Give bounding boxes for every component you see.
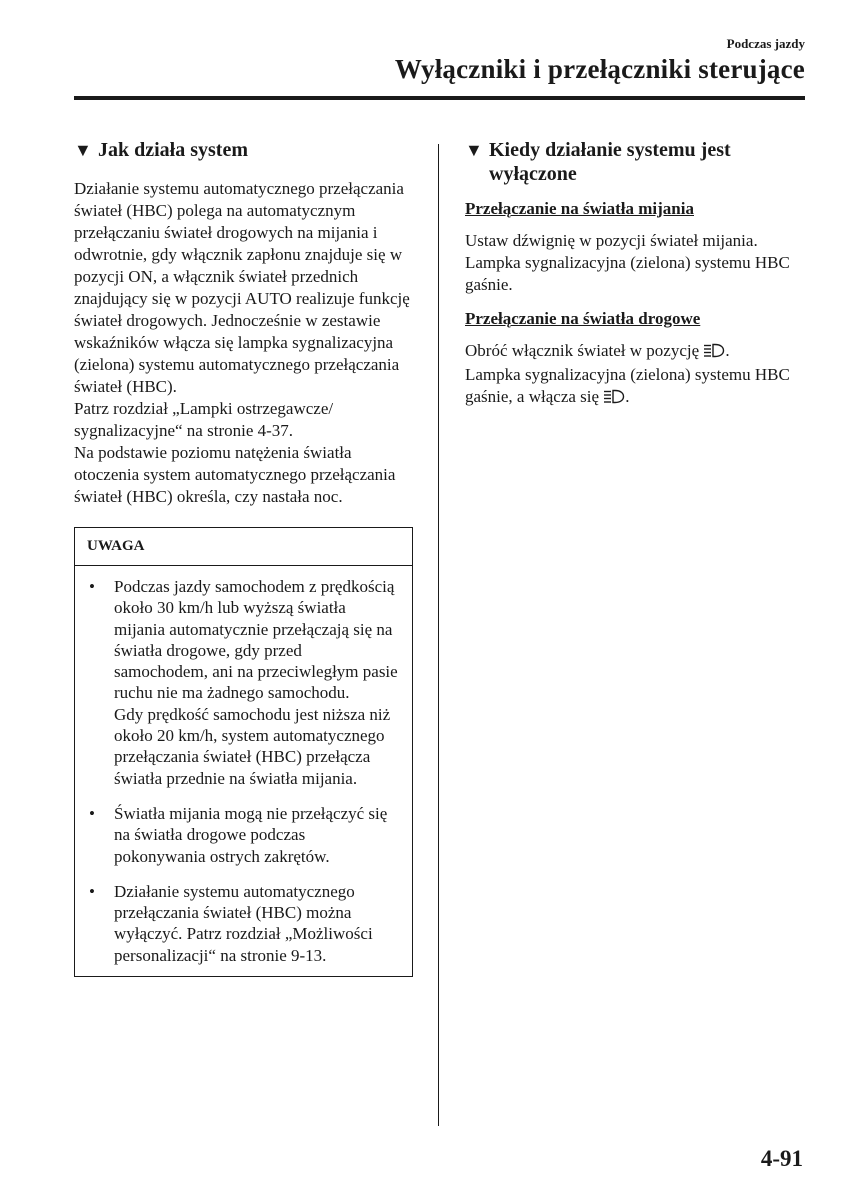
- left-column: [74, 138, 414, 977]
- column-divider: [438, 144, 439, 1126]
- subheading-low-beam: Przełączanie na światła mijania: [465, 199, 694, 218]
- subheading-high-beam: Przełączanie na światła drogowe: [465, 309, 701, 328]
- paragraph: Lampka sygnalizacyjna (zielona) systemu HBC gaśnie.: [465, 253, 790, 294]
- triangle-down-icon: ▼: [74, 140, 92, 160]
- text-run: Obróć włącznik świateł w pozycję: [465, 341, 704, 360]
- paragraph: Ustaw dźwignię w pozycji świateł mijania.: [465, 231, 758, 250]
- header-rule: [74, 96, 805, 100]
- triangle-down-icon: ▼: [465, 140, 483, 160]
- text-run: .: [625, 387, 630, 406]
- right-column: [465, 138, 810, 410]
- paragraph: [465, 364, 810, 410]
- section-label: Podczas jazdy: [726, 36, 805, 51]
- note-title: UWAGA: [75, 528, 412, 566]
- spacer: [465, 296, 810, 308]
- heading-text: Jak działa system: [98, 139, 248, 161]
- bullet-text: [114, 576, 400, 789]
- page-number: 4-91: [760, 1146, 803, 1171]
- text-run: Lampka sygnalizacyjna (zielona) systemu HBC gaśnie, a włącza się: [465, 365, 790, 406]
- high-beam-icon: [603, 388, 625, 410]
- note-bullet: [87, 803, 400, 867]
- note-bullet: [87, 576, 400, 789]
- heading-line: wyłączone: [489, 163, 577, 185]
- bullet-dot: •: [89, 881, 95, 901]
- text-run: .: [725, 341, 730, 360]
- paragraph: Działanie systemu automatycznego przełączania świateł (HBC) polega na automatycznym przełączaniu świateł drogowych na mijania i odwrotnie, gdy włącznik zapłonu znajduje się w pozycji ON, a włącznik świateł przednich znajdujący się w pozycji AUTO realizuje funkcję świateł drogowych. Jednocześnie w zestawie wskaźników włącza się lampka sygnalizacyjna (zielona) systemu automatycznego przełączania świateł (HBC).: [74, 179, 410, 396]
- note-bullet: [87, 881, 400, 966]
- bullet-text: Światła mijania mogą nie przełączyć się na światła drogowe podczas pokonywania ostrych zakrętów.: [114, 803, 388, 866]
- paragraph: Patrz rozdział „Lampki ostrzegawcze/ sygnalizacyjne“ na stronie 4-37.: [74, 399, 334, 440]
- section-heading-how-it-works: [74, 138, 414, 162]
- bullet-dot: •: [89, 577, 95, 596]
- note-body: [75, 566, 412, 976]
- bullet-dot: •: [89, 803, 95, 823]
- bullet-paragraph: Podczas jazdy samochodem z prędkością około 30 km/h lub wyższą światła mijania automatycznie przełączają się na światła drogowe, gdy przed samochodem, ani na przeciwległym pasie ruchu nie ma żadnego samochodu.: [114, 577, 398, 703]
- paragraph: [465, 340, 810, 364]
- heading-line: Kiedy działanie systemu jest: [489, 139, 731, 161]
- bullet-text: Działanie systemu automatycznego przełączania świateł (HBC) można wyłączyć. Patrz rozdział „Możliwości personalizacji“ na stronie 9-13.: [114, 881, 373, 965]
- high-beam-icon: [703, 342, 725, 364]
- section-heading-when-disabled: [465, 138, 810, 186]
- paragraph: Na podstawie poziomu natężenia światła otoczenia system automatycznego przełączania świateł (HBC) określa, czy nastała noc.: [74, 443, 396, 506]
- chapter-title: Wyłączniki i przełączniki sterujące: [394, 54, 805, 84]
- heading-text: [489, 138, 731, 186]
- note-box: [74, 527, 413, 977]
- bullet-paragraph: Gdy prędkość samochodu jest niższa niż około 20 km/h, system automatycznego przełączania świateł (HBC) przełącza światła przednie na światła mijania.: [114, 704, 391, 788]
